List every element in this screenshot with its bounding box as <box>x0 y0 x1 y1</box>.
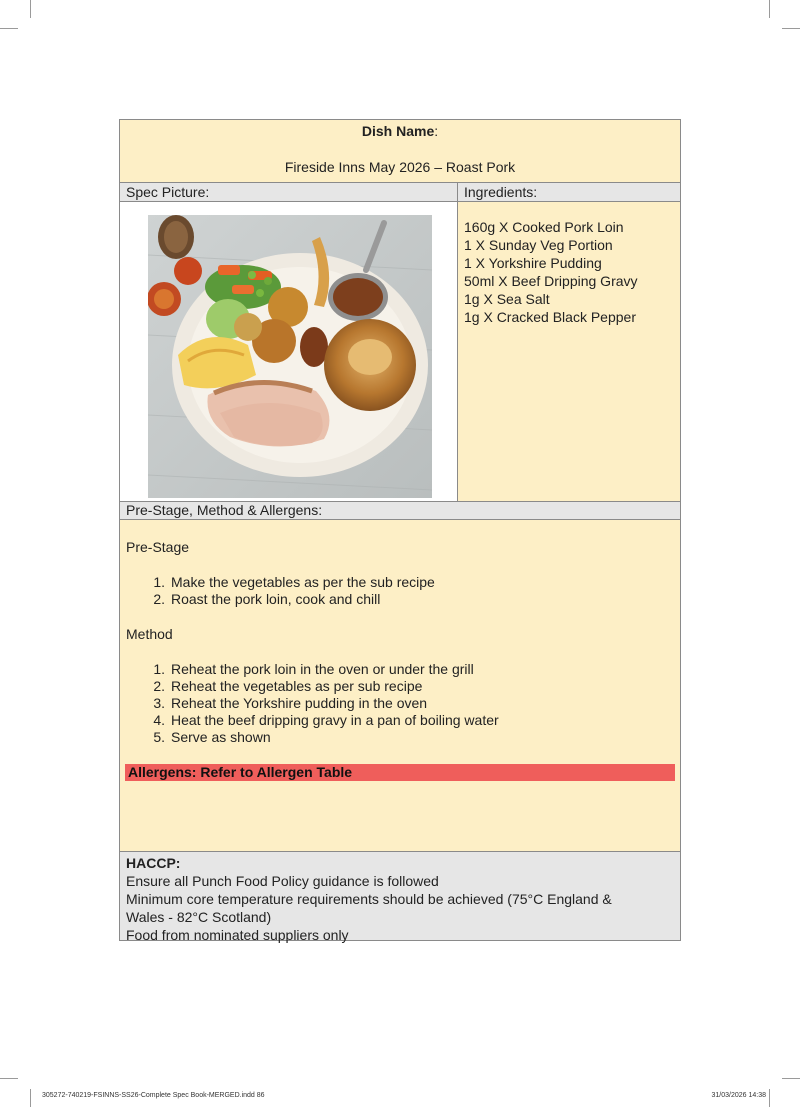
method-section-header: Pre-Stage, Method & Allergens: <box>120 502 680 520</box>
spec-sheet <box>119 119 681 941</box>
ingredient-item: 1 X Yorkshire Pudding <box>464 255 602 271</box>
ingredients-header: Ingredients: <box>464 184 538 200</box>
prestage-title: Pre-Stage <box>126 539 190 555</box>
spec-picture-header: Spec Picture: <box>120 183 458 201</box>
method-step: 4. Heat the beef dripping gravy in a pan of boiling water <box>153 712 499 728</box>
footer-filename: 305272-740219-FSINNS-SS26-Complete Spec Book-MERGED.indd 86 <box>42 1092 265 1099</box>
dish-title: Fireside Inns May 2026 – Roast Pork <box>284 159 516 175</box>
ingredients-list <box>458 202 680 501</box>
prestage-step: 2. Roast the pork loin, cook and chill <box>153 591 381 607</box>
dish-name-label: Dish Name: <box>361 123 439 139</box>
spec-picture-cell <box>120 202 458 501</box>
picture-ingredients-row <box>120 202 680 502</box>
method-step: 1. Reheat the pork loin in the oven or under the grill <box>153 661 474 677</box>
method-section <box>120 520 680 852</box>
method-step: 2. Reheat the vegetables as per sub recipe <box>153 678 423 694</box>
haccp-line: Minimum core temperature requirements should be achieved (75°C England & <box>126 891 612 907</box>
haccp-line: Food from nominated suppliers only <box>126 927 349 943</box>
dish-header <box>120 120 680 183</box>
dish-photo <box>148 215 432 498</box>
ingredient-item: 160g X Cooked Pork Loin <box>464 219 624 235</box>
method-steps <box>120 661 499 746</box>
prestage-step: 1. Make the vegetables as per the sub recipe <box>153 574 435 590</box>
ingredient-item: 50ml X Beef Dripping Gravy <box>464 273 638 289</box>
column-headers <box>120 183 680 202</box>
haccp-title: HACCP: <box>126 855 181 871</box>
method-title: Method <box>126 626 173 642</box>
ingredient-item: 1 X Sunday Veg Portion <box>464 237 613 253</box>
allergen-banner: Allergens: Refer to Allergen Table <box>125 764 675 781</box>
ingredient-item: 1g X Sea Salt <box>464 291 550 307</box>
method-step: 3. Reheat the Yorkshire pudding in the oven <box>153 695 428 711</box>
ingredient-item: 1g X Cracked Black Pepper <box>464 309 636 325</box>
haccp-line: Ensure all Punch Food Policy guidance is followed <box>126 873 439 889</box>
haccp-line: Wales - 82°C Scotland) <box>126 909 272 925</box>
method-step: 5. Serve as shown <box>153 729 271 745</box>
prestage-steps <box>120 574 435 608</box>
footer-datetime: 31/03/2026 14:38 <box>711 1092 766 1099</box>
haccp-section <box>120 852 680 943</box>
